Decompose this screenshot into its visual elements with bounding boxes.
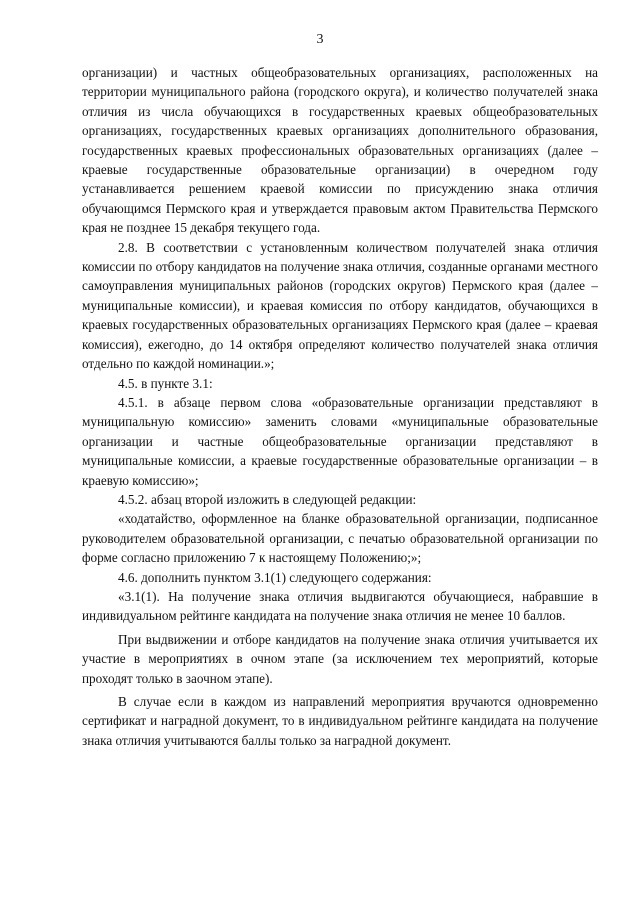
- paragraph-continuation: организации) и частных общеобразовательных организациях, расположенных на территории муниципального района (городского округа), и количество получателей знака отличия из числа обучающихся в государственных краевых общеобразовательных организациях, государственных краевых организациях дополнительного образования, государственных краевых профессиональных образовательных организациях (далее – краевые государственные образовательные организации) в очередном году устанавливается решением краевой комиссии по присуждению знака отличия обучающимся Пермского края и утверждается правовым актом Правительства Пермского края не позднее 15 декабря текущего года.: [82, 65, 598, 236]
- paragraph-4-5: 4.5. в пункте 3.1:: [118, 375, 213, 391]
- paragraph-4-5-1: 4.5.1. в абзаце первом слова «образовательные организации представляют в муниципальную комиссию» заменить словами «муниципальные образовательные организации и частные общеобразовательные организации представляют в муниципальные комиссии, а краевые государственные образовательные организации – в краевую комиссию»;: [82, 394, 598, 488]
- document-body: [82, 63, 598, 750]
- paragraph-4-5-2: 4.5.2. абзац второй изложить в следующей редакции:: [118, 491, 417, 507]
- page-number: 3: [316, 32, 324, 47]
- paragraph-4-6: 4.6. дополнить пунктом 3.1(1) следующего содержания:: [118, 569, 432, 585]
- paragraph-3-1-1: «3.1(1). На получение знака отличия выдвигаются обучающиеся, набравшие в индивидуальном рейтинге кандидата на получение знака отличия не менее 10 баллов.: [82, 588, 598, 624]
- paragraph-selection-rule: При выдвижении и отборе кандидатов на получение знака отличия учитывается их участие в мероприятиях в очном этапе (за исключением тех мероприятий, которые проходят только в заочном этапе).: [82, 631, 598, 686]
- paragraph-award-document-rule: В случае если в каждом из направлений мероприятия вручаются одновременно сертификат и наградной документ, то в индивидуальном рейтинге кандидата на получение знака отличия учитываются баллы только за наградной документ.: [82, 694, 598, 748]
- paragraph-quoted-petition: «ходатайство, оформленное на бланке образовательной организации, подписанное руководителем образовательной организации, с печатью образовательной организации по форме согласно приложению 7 к настоящему Положению;»;: [82, 511, 598, 566]
- paragraph-2-8: 2.8. В соответствии с установленным количеством получателей знака отличия комиссии по отбору кандидатов на получение знака отличия, созданные органами местного самоуправления муниципальных районов (городских округов) Пермского края (далее – муниципальные комиссии), и краевая комиссия по отбору кандидатов, обучающихся в краевых государственных образовательных организациях Пермского края (далее – краевая комиссия), ежегодно, до 14 октября определяют количество получателей знака отличия отдельно по каждой номинации.»;: [82, 239, 598, 372]
